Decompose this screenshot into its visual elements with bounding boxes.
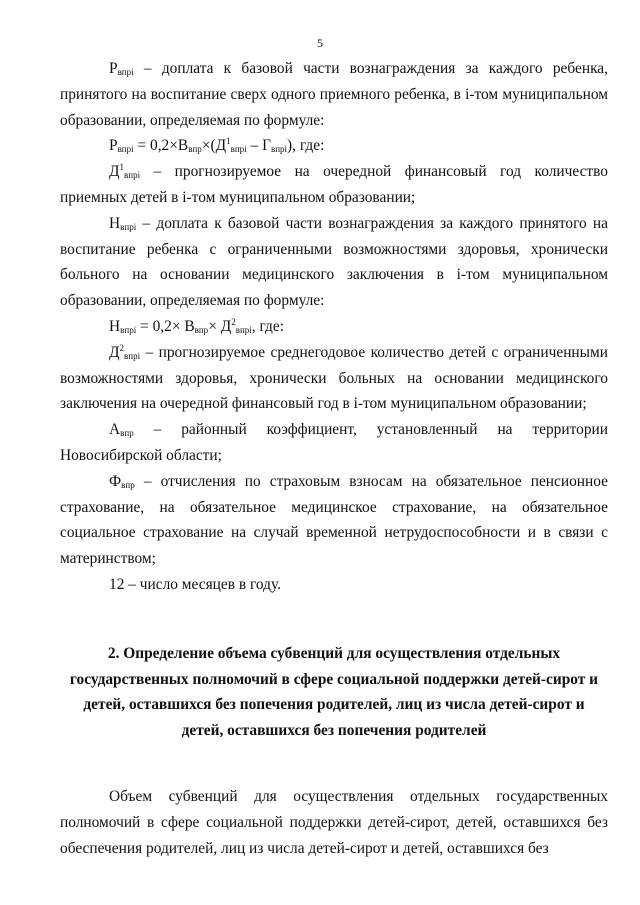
formula-n-vpri: $Н_{впрi} = 0,2\times В_{впр}\times Д^2_{впрi}$, где: — [109, 316, 284, 335]
definition-a-vpr: $А_{впр}$ – районный коэффициент, установленный на территории Новосибирской области; — [60, 421, 608, 464]
definition-f-vpr: $Ф_{впр}$ – отчисления по страховым взносам на обязательное пенсионное страхование, на обязательное медицинское страхование, на обязательное социальное страхование на случай временной нетрудоспособности и в связи с материнством; — [60, 472, 608, 568]
definition-d1-vpri: $Д^1_{впрi}$ – прогнозируемое на очередной финансовый год количество приемных детей в i-том муниципальном образовании; — [60, 162, 608, 206]
formula-r-vpri: $Р_{впрi} = 0,2\times В_{впр}\times(Д^1_{впрi} - Г_{впрi})$, где: — [109, 136, 325, 155]
definition-d2-vpri: $Д^2_{впрi}$ – прогнозируемое среднегодовое количество детей с ограниченными возможностями здоровья, хронически больных на основании медицинского заключения на очередной финансовый год в i-том муниципальном образовании; — [60, 342, 608, 413]
page-number: 5 — [317, 36, 323, 50]
document-body — [60, 56, 608, 861]
definition-n-vpri: $Н_{впрi}$ – доплата к базовой части вознаграждения за каждого принятого на воспитание ребенка с ограниченными возможностями здоровья, хронически больного на основании медицинского заключения в i-том муниципальном образовании, определяемая по формуле: — [60, 214, 608, 310]
final-paragraph: Объем субвенций для осуществления отдельных государственных полномочий в сфере социальной поддержки детей-сирот, детей, оставшихся без обеспечения родителей, лиц из числа детей-сирот и детей, оставшихся без — [60, 787, 608, 857]
section-heading: 2. Определение объема субвенций для осуществления отдельных государственных полномочий в сфере социальной поддержки детей-сирот и детей, оставшихся без попечения родителей, лиц из числа детей-сирот и детей, оставшихся без попечения родителей — [69, 644, 599, 740]
definition-12-months: 12 – число месяцев в году. — [109, 575, 281, 593]
definition-r-vpri: $Р_{впрi}$ – доплата к базовой части вознаграждения за каждого ребенка, принятого на воспитание сверх одного приемного ребенка, в i-том муниципальном образовании, определяемая по формуле: — [60, 60, 608, 129]
